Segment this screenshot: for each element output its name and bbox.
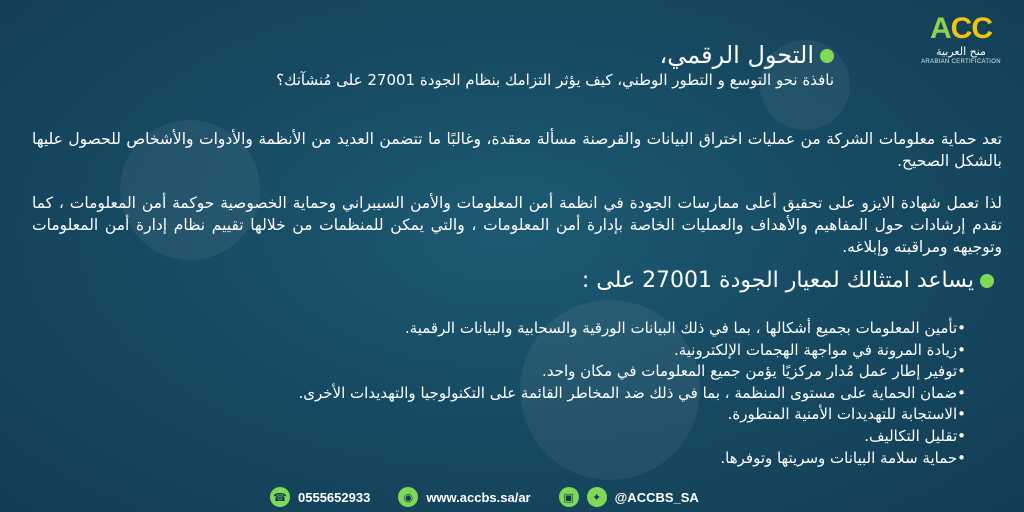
list-item: •زيادة المرونة في مواجهة الهجمات الإلكترونية.: [673, 340, 966, 359]
bullet-dot-icon: [980, 274, 994, 288]
contact-footer: [270, 482, 719, 512]
logo-english-text: ARABIAN CERTIFICATION: [921, 59, 1001, 65]
list-item: •حماية سلامة البيانات وسريتها وتوفرها.: [720, 448, 966, 467]
benefits-list: [299, 318, 967, 469]
twitter-icon[interactable]: ✦: [587, 487, 607, 507]
bullet-dot-icon: [820, 49, 834, 63]
iso-paragraph: لذا تعمل شهادة الايزو على تحقيق أعلى ممارسات الجودة في انظمة أمن المعلومات والأمن السيبراني وحماية الخصوصية حوكمة أمن المعلومات ، كما تقدم إرشادات حول المفاهيم والأهداف والعمليات الخاصة بإدارة أمن المعلومات ، والتي يمكن للمنظمات من خلالها تقييم نظام إدارة أمن المعلومات وتوجيهه ومراقبته وإبلاغه.: [32, 194, 1002, 256]
list-item: •ضمان الحماية على مستوى المنظمة ، بما في ذلك ضد المخاطر القائمة على التكنولوجيا والتهديدات الأخرى.: [298, 383, 966, 402]
globe-icon: ◉: [398, 487, 418, 507]
page-title: التحول الرقمي،: [659, 41, 814, 69]
phone-number[interactable]: 0555652933: [298, 489, 371, 505]
list-item: •توفير إطار عمل مُدار مركزيًا يؤمن جميع المعلومات في مكان واحد.: [542, 362, 966, 381]
list-item: •تقليل التكاليف.: [864, 426, 966, 445]
instagram-icon[interactable]: ▣: [559, 487, 579, 507]
brand-logo: [918, 14, 1004, 65]
phone-icon: ☎: [270, 487, 290, 507]
logo-wordmark: ACC: [929, 12, 992, 45]
logo-arabic-text: منح العربية: [936, 45, 986, 58]
website-link[interactable]: www.accbs.sa/ar: [426, 489, 531, 505]
benefits-heading: يساعد امتثالك لمعيار الجودة 27001 على :: [581, 268, 974, 293]
page-title-block: [660, 40, 835, 70]
list-item: •تأمين المعلومات بجميع أشكالها ، بما في ذلك البيانات الورقية والسحابية والبيانات الرقمية.: [404, 319, 966, 337]
benefits-heading-block: [582, 266, 994, 296]
list-item: •الاستجابة للتهديدات الأمنية المتطورة.: [727, 405, 966, 424]
page-subtitle: نافذة نحو التوسع و التطور الوطني، كيف يؤثر التزامك بنظام الجودة 27001 على مُنشآتك؟: [276, 71, 834, 89]
social-handle[interactable]: @ACCBS_SA: [614, 489, 699, 505]
intro-paragraph: تعد حماية معلومات الشركة من عمليات اختراق البيانات والقرصنة مسألة معقدة، وغالبًا ما تتضمن العديد من الأنظمة والأدوات والأشخاص للحصول عليها بالشكل الصحيح.: [32, 130, 1002, 170]
